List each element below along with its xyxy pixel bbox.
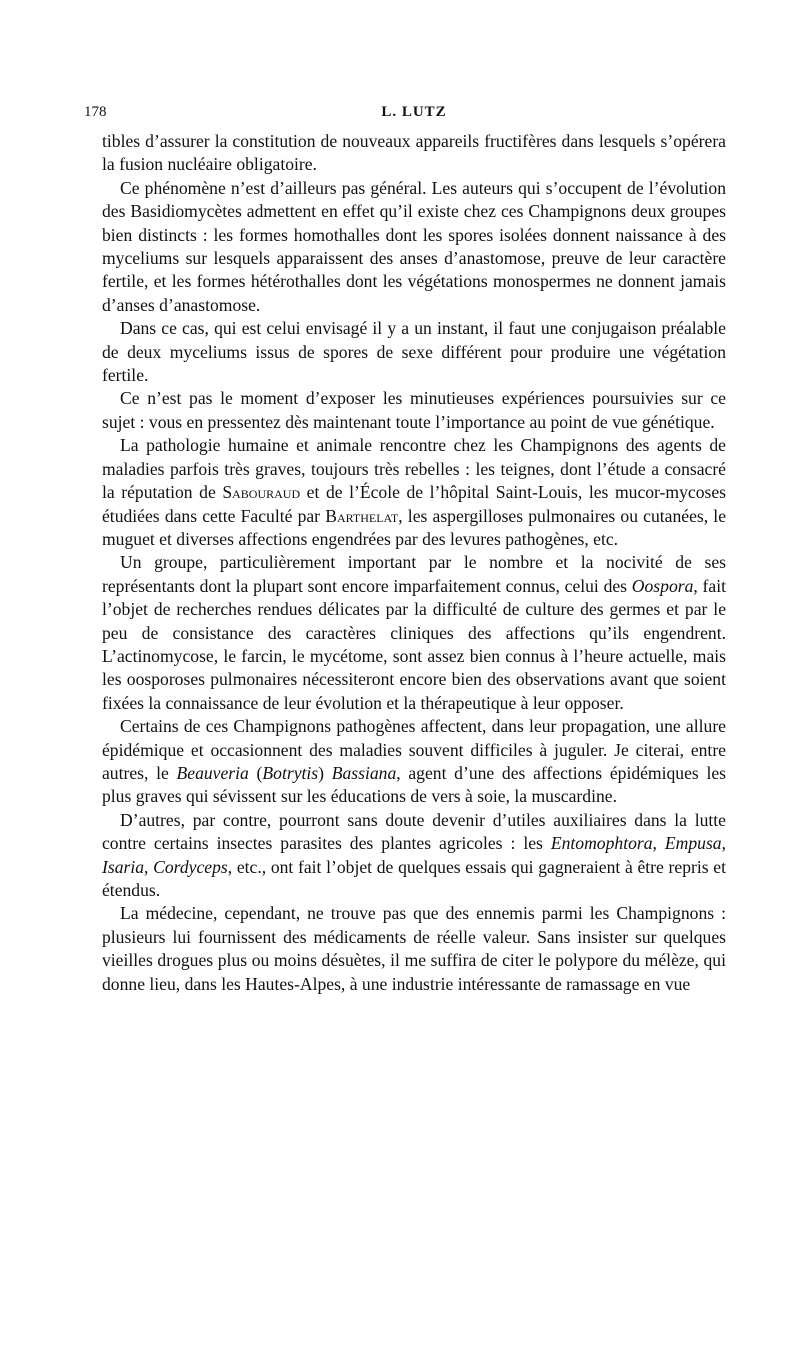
text-run: La pathologie humaine et animale rencontre chez les Champignons des agents de maladies parfois très graves, toujours très rebelles : les teignes, dont l’étude a consacré la réputation de bbox=[102, 435, 726, 503]
text-run: , bbox=[721, 833, 727, 854]
italic-term: Bassiana bbox=[331, 762, 397, 783]
paragraph bbox=[102, 809, 726, 903]
italic-term: Cordyceps bbox=[153, 856, 228, 877]
body-text bbox=[102, 130, 726, 996]
book-page bbox=[84, 104, 727, 996]
italic-term: Entomophtora bbox=[550, 833, 653, 854]
page-number: 178 bbox=[84, 104, 107, 120]
paragraph bbox=[102, 130, 726, 177]
text-run: D’autres, par contre, pourront sans doute devenir d’utiles auxiliaires dans la lutte contre certains insectes parasites des plantes agricoles : les bbox=[102, 809, 726, 854]
running-head-author: L. LUTZ bbox=[381, 104, 447, 120]
text-run: , bbox=[652, 833, 665, 854]
text-run: Ce phénomène n’est d’ailleurs pas général. Les auteurs qui s’occupent de l’évolution des Basidiomycètes admettent en effet qu’il existe chez ces Champignons deux groupes bien distincts : les formes homothalles dont les spores isolées donnent naissance à des myceliums sur lesquels apparaissent des anses d’anastomose, preuve de leur caractère fertile, et les formes hétérothalles dont les végétations monospermes ne donnent jamais d’anses d’anastomose. bbox=[102, 177, 726, 315]
text-run: Ce n’est pas le moment d’exposer les minutieuses expériences poursuivies sur ce sujet : vous en pressentez dès maintenant toute l’importance au point de vue génétique. bbox=[102, 388, 726, 432]
text-run: , agent d’une des affections épidémiques les plus graves qui sévissent sur les éducations de vers à soie, la muscardine. bbox=[102, 762, 727, 807]
text-run: Certains de ces Champignons pathogènes affectent, dans leur propagation, une allure épidémique et occasionnent des maladies souvent difficiles à juguler. Je citerai, entre autres, le bbox=[102, 716, 726, 783]
text-run: Dans ce cas, qui est celui envisagé il y a un instant, il faut une conjugaison préalable de deux myceliums issus de spores de sexe différent pour produire une végétation fertile. bbox=[102, 318, 726, 386]
italic-term: Isaria bbox=[102, 856, 145, 877]
text-run: ( bbox=[248, 762, 263, 783]
text-run: , bbox=[144, 856, 154, 877]
running-head bbox=[84, 104, 726, 130]
text-run: Un groupe, particulièrement important par le nombre et la nocivité de ses représentants dont la plupart sont encore imparfaitement connus, celui des bbox=[102, 552, 726, 596]
text-run: ) bbox=[318, 762, 332, 783]
text-run: , etc., ont fait l’objet de quelques essais qui gagneraient à être repris et étendus. bbox=[102, 856, 726, 900]
text-run: tibles d’assurer la constitution de nouveaux appareils fructifères dans lesquels s’opérera la fusion nucléaire obligatoire. bbox=[102, 131, 726, 175]
italic-term: Beauveria bbox=[176, 762, 249, 783]
paragraph bbox=[102, 715, 726, 809]
text-run: , fait l’objet de recherches rendues délicates par la difficulté de culture des germes et par le peu de consistance des caractères cliniques des affections qu’ils engendrent. L’actinomycose, le farcin, le mycétome, sont assez bien connus à l’heure actuelle, mais les oosporoses pulmonaires nécessiteront encore bien des observations avant que soient fixées la connaissance de leur évolution et la thérapeutique à leur opposer. bbox=[102, 575, 726, 713]
text-run: La médecine, cependant, ne trouve pas que des ennemis parmi les Champignons : plusieurs lui fournissent des médicaments de réelle valeur. Sans insister sur quelques vieilles drogues plus ou moins désuètes, il me suffira de citer le polypore du mélèze, qui donne lieu, dans les Hautes-Alpes, à une industrie intéressante de ramassage en vue bbox=[102, 903, 726, 994]
author-name: Sabouraud bbox=[222, 482, 301, 503]
text-run: et de l’École de l’hôpital Saint-Louis, les mucor-mycoses étudiées dans cette Faculté par bbox=[102, 482, 727, 526]
paragraph bbox=[102, 434, 726, 551]
italic-term: Oospora bbox=[631, 575, 694, 596]
italic-term: Botrytis bbox=[262, 762, 319, 783]
paragraph bbox=[102, 902, 726, 996]
paragraph bbox=[102, 387, 726, 434]
paragraph bbox=[102, 317, 726, 387]
text-run: , les aspergilloses pulmonaires ou cutanées, le muguet et diverses affections engendrées par des levures pathogènes, etc. bbox=[102, 505, 727, 549]
author-name: Barthelat bbox=[325, 505, 399, 526]
paragraph bbox=[102, 177, 726, 317]
italic-term: Empusa bbox=[664, 833, 722, 854]
paragraph bbox=[102, 551, 726, 715]
